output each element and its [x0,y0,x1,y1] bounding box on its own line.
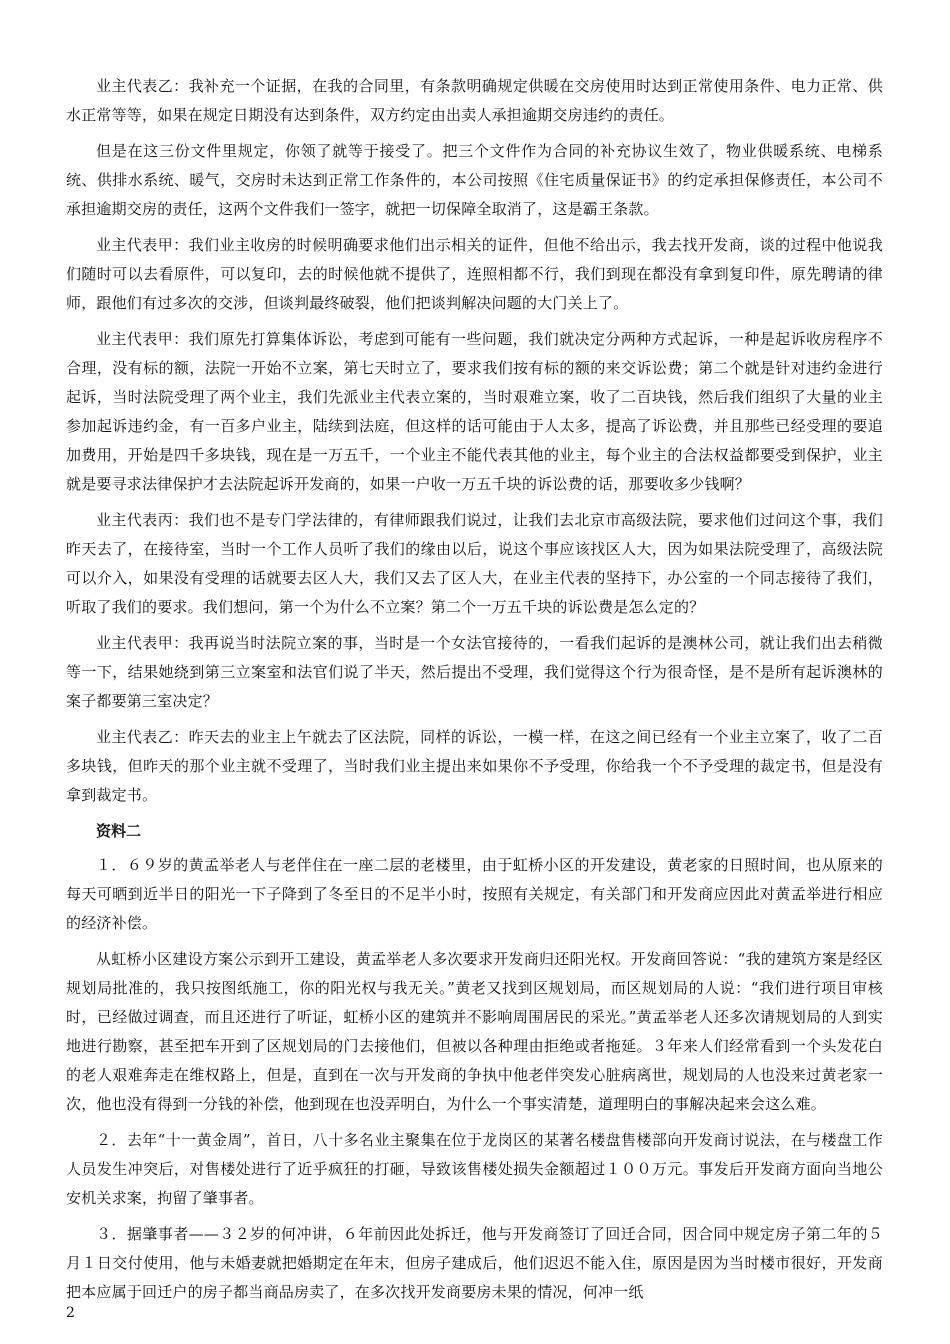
paragraph: ３．据肇事者——３２岁的何冲讲，６年前因此处拆迁，他与开发商签订了回迁合同，因合同中规定房子第二年的５月１日交付使用，他与未婚妻就把婚期定在年末，但房子建成后，他们迟迟不能入住，原因是因为当时楼市很好，开发商把本应属于回迁户的房子都当商品房卖了，在多次找开发商要房未果的情况，何冲一纸 [66,1225,883,1301]
paragraph: ２．去年“十一黄金周”，首日，八十多名业主聚集在位于龙岗区的某著名楼盘售楼部向开发商讨说法，在与楼盘工作人员发生冲突后，对售楼处进行了近乎疯狂的打砸，导致该售楼处损失金额超过１００万元。事发后开发商方面向当地公安机关求案，拘留了肇事者。 [66,1131,883,1207]
paragraph: １．６９岁的黄孟举老人与老伴住在一座二层的老楼里，由于虹桥小区的开发建设，黄老家的日照时间，也从原来的每天可晒到近半日的阳光一下子降到了冬至日的不足半小时，按照有关规定，有关部门和开发商应因此对黄孟举进行相应的经济补偿。 [66,856,883,932]
section-heading: 资料二 [96,822,142,840]
paragraph: 业主代表乙：我补充一个证据，在我的合同里，有条款明确规定供暖在交房使用时达到正常使用条件、电力正常、供水正常等等，如果在规定日期没有达到条件，双方约定由出卖人承担逾期交房违约的责任。 [66,77,883,124]
paragraph: 从虹桥小区建设方案公示到开工建设，黄孟举老人多次要求开发商归还阳光权。开发商回答说：“我的建筑方案是经区规划局批准的，我只按图纸施工，你的阳光权与我无关。”黄老又找到区规划局，而区规划局的人说：“我们进行项目审核时，已经做过调查，而且还进行了听证，虹桥小区的建筑并不影响周围居民的采光。”黄孟举老人还多次请规划局的人到实地进行勘察，甚至把车开到了区规划局的门去接他们，但被以各种理由拒绝或者拖延。３年来人们经常看到一个头发花白的老人艰难奔走在维权路上，但是，直到在一次与开发商的争执中他老伴突发心脏病离世，规划局的人也没来过黄老家一次，他也没有得到一分钱的补偿，他到现在也没弄明白，为什么一个事实清楚，道理明白的事解决起来会这么难。 [66,950,883,1113]
page-number: 2 [66,1305,75,1321]
paragraph: 业主代表甲：我们原先打算集体诉讼，考虑到可能有一些问题，我们就决定分两种方式起诉，一种是起诉收房程序不合理，没有标的额，法院一开始不立案，第七天时立了，要求我们按有标的额的来交诉讼费；第二个就是针对违约金进行起诉，当时法院受理了两个业主，我们先派业主代表立案的，当时艰难立案，收了二百块钱，然后我们组织了大量的业主参加起诉违约金，有一百多户业主，陆续到法庭，但这样的话可能由于人太多，提高了诉讼费，并且那些已经受理的要追加费用，开始是四千多块钱，现在是一万五千，一个业主不能代表其他的业主，每个业主的合法权益都要受到保护，业主就是要寻求法律保护才去法院起诉开发商的，如果一户收一万五千块的诉讼费的话，那要收多少钱啊？ [66,330,883,493]
paragraph: 但是在这三份文件里规定，你领了就等于接受了。把三个文件作为合同的补充协议生效了，物业供暖系统、电梯系统、供排水系统、暖气，交房时未达到正常工作条件的，本公司按照《住宅质量保证书》的约定承担保修责任，本公司不承担逾期交房的责任，这两个文件我们一签字，就把一切保障全取消了，这是霸王条款。 [66,142,883,218]
document-body [66,72,883,1314]
paragraph: 业主代表乙：昨天去的业主上午就去了区法院，同样的诉讼，一模一样，在这之间已经有一个业主立案了，收了二百多块钱，但昨天的那个业主就不受理了，当时我们业主提出来如果你不予受理，你给我一个不予受理的裁定书，但是没有拿到裁定书。 [66,728,883,804]
paragraph: 业主代表甲：我再说当时法院立案的事，当时是一个女法官接待的，一看我们起诉的是澳林公司，就让我们出去稍微等一下，结果她绕到第三立案室和法官们说了半天，然后提出不受理，我们觉得这个行为很奇怪，是不是所有起诉澳林的案子都要第三室决定？ [66,634,883,710]
paragraph: 业主代表甲：我们业主收房的时候明确要求他们出示相关的证件，但他不给出示，我去找开发商，谈的过程中他说我们随时可以去看原件，可以复印，去的时候他就不提供了，连照相都不行，我们到现在都没有拿到复印件，原先聘请的律师，跟他们有过多次的交涉，但谈判最终破裂，他们把谈判解决问题的大门关上了。 [66,236,883,312]
paragraph: 业主代表丙：我们也不是专门学法律的，有律师跟我们说过，让我们去北京市高级法院，要求他们过问这个事，我们昨天去了，在接待室，当时一个工作人员听了我们的缘由以后，说这个事应该找区人大，因为如果法院受理了，高级法院可以介入，如果没有受理的话就要去区人大，我们又去了区人大，在业主代表的坚持下，办公室的一个同志接待了我们，听取了我们的要求。我们想问，第一个为什么不立案？第二个一万五千块的诉讼费是怎么定的？ [66,511,883,616]
